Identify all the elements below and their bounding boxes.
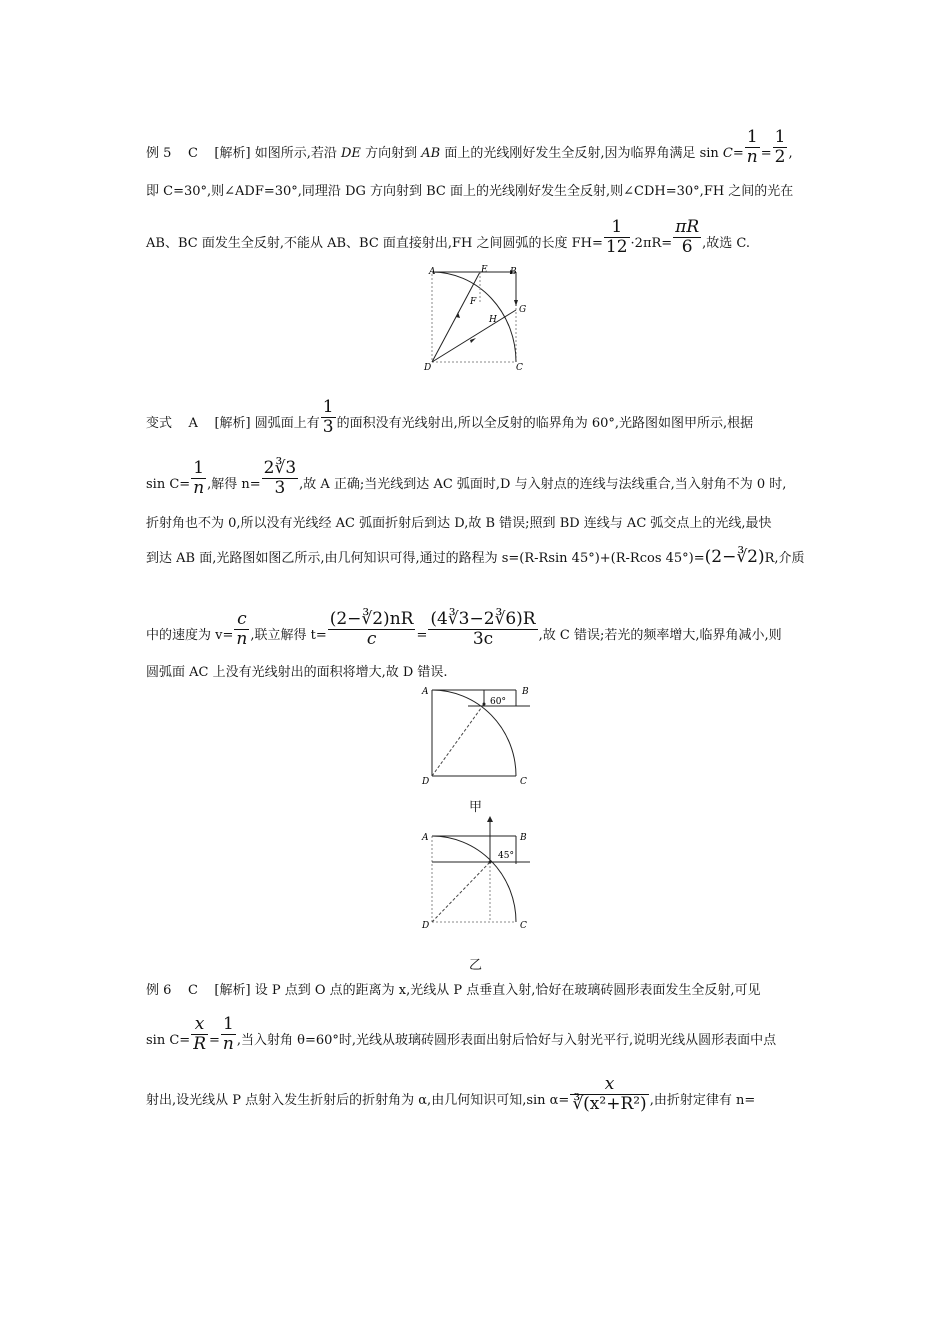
label-C: C [516,363,523,373]
fraction-1-over-2: $\frac{1}{2}$ [774,127,786,167]
label-H: H [489,315,497,325]
figure-jia [418,684,534,792]
fraction-t-first: $\frac{(2-∛2)nR}{c}$ [329,609,414,649]
ex6-line-2: sin C= $\frac{x}{R}$ = $\frac{1}{n}$ ,当入射角 θ=60°时,光线从玻璃砖圆形表面出射后恰好与入射光平行,说明光线从圆形表面中点 [146,1014,777,1054]
label-E: E [481,265,488,275]
ex6-line-1: 例 6 C [解析] 设 P 点到 O 点的距离为 x,光线从 P 点垂直入射,恰好在玻璃砖圆形表面发生全反射,可见 [146,983,761,998]
fraction-x-over-R: $\frac{x}{R}$ [193,1014,206,1054]
fraction-2root3-over-3: $\frac{2∛3}{3}$ [263,458,297,498]
label-D: D [422,921,430,931]
var-line-2: sin C= $\frac{1}{n}$ ,解得 n= $\frac{2∛3}{3}$ ,故 A 正确;当光线到达 AC 弧面时,D 与入射点的连线与法线重合,当入射角不为 0 时, [146,458,787,498]
label-B: B [510,267,517,277]
fraction-1-over-3: $\frac{1}{3}$ [322,397,334,437]
var-line-3: 折射角也不为 0,所以没有光线经 AC 弧面折射后到达 D,故 B 错误;照到 BD 连线与 AC 弧交点上的光线,最快 [146,516,772,531]
fraction-piR-over-6: $\frac{\pi R}{6}$ [675,217,700,257]
label-A: A [422,833,429,843]
fraction-1-over-n: $\frac{1}{n}$ [222,1014,234,1054]
ex5-line-3: AB、BC 面发生全反射,不能从 AB、BC 面直接射出,FH 之间圆弧的长度 FH= $\frac{1}{12}$ ·2πR= $\frac{\pi R}{6}$ ,故选 C. [146,217,751,257]
ex6-line-3: 射出,设光线从 P 点射入发生折射后的折射角为 α,由几何知识可知,sin α= $\frac{x}{\text{∛(x²+R²)}}$ ,由折射定律有 n= [146,1074,756,1114]
fraction-1-over-n: $\frac{1}{n}$ [193,458,205,498]
label-C: C [520,777,527,787]
angle-45: 45° [498,851,514,861]
var-line-1: 变式 A [解析] 圆弧面上有 $\frac{1}{3}$ 的面积没有光线射出,所以全反射的临界角为 60°,光路图如图甲所示,根据 [146,397,754,437]
ex5-line-2: 即 C=30°,则∠ADF=30°,同理沿 DG 方向射到 BC 面上的光线刚好发生全反射,则∠CDH=30°,FH 之间的光在 [146,184,794,199]
label-B: B [520,833,527,843]
label-D: D [424,363,432,373]
var-line-6: 圆弧面 AC 上没有光线射出的面积将增大,故 D 错误. [146,665,448,680]
figure-yi [418,814,534,932]
caption-jia: 甲 [469,800,483,815]
fraction-x-over-sqrt: $\frac{x}{\text{∛(x²+R²)}}$ [572,1074,647,1114]
fraction-t-second: $\frac{(4∛3-2∛6)R}{3c}$ [430,609,536,649]
fraction-c-over-n: $\frac{c}{n}$ [236,609,248,649]
angle-60: 60° [490,697,506,707]
var-line-4: 到达 AB 面,光路图如图乙所示,由几何知识可得,通过的路程为 s=(R-Rsin 45°)+(R-Rcos 45°)=(2−∛2)R,介质 [146,547,805,567]
var-line-5: 中的速度为 v= $\frac{c}{n}$ ,联立解得 t= $\frac{(2-∛2)nR}{c}$ = $\frac{(4∛3-2∛6)R}{3c}$ ,故 C 错误;若光的频率增大,临界角减小,则 [146,609,782,649]
fraction-1-over-12: $\frac{1}{12}$ [605,217,628,257]
ex5-line-1: 例 5 C [解析] 如图所示,若沿 DE 方向射到 AB 面上的光线刚好发生全反射,因为临界角满足 sin C= $\frac{1}{n}$ = $\frac{1}{2}$ , [146,127,793,167]
figure-ex5-light-path [420,262,532,374]
label-B: B [522,687,529,697]
label-C: C [520,921,527,931]
label-F: F [470,297,477,307]
label-A: A [422,687,429,697]
fraction-1-over-n: $\frac{1}{n}$ [746,127,758,167]
label-G: G [519,305,527,315]
label-A: A [429,267,436,277]
label-D: D [422,777,430,787]
caption-yi: 乙 [469,958,483,973]
